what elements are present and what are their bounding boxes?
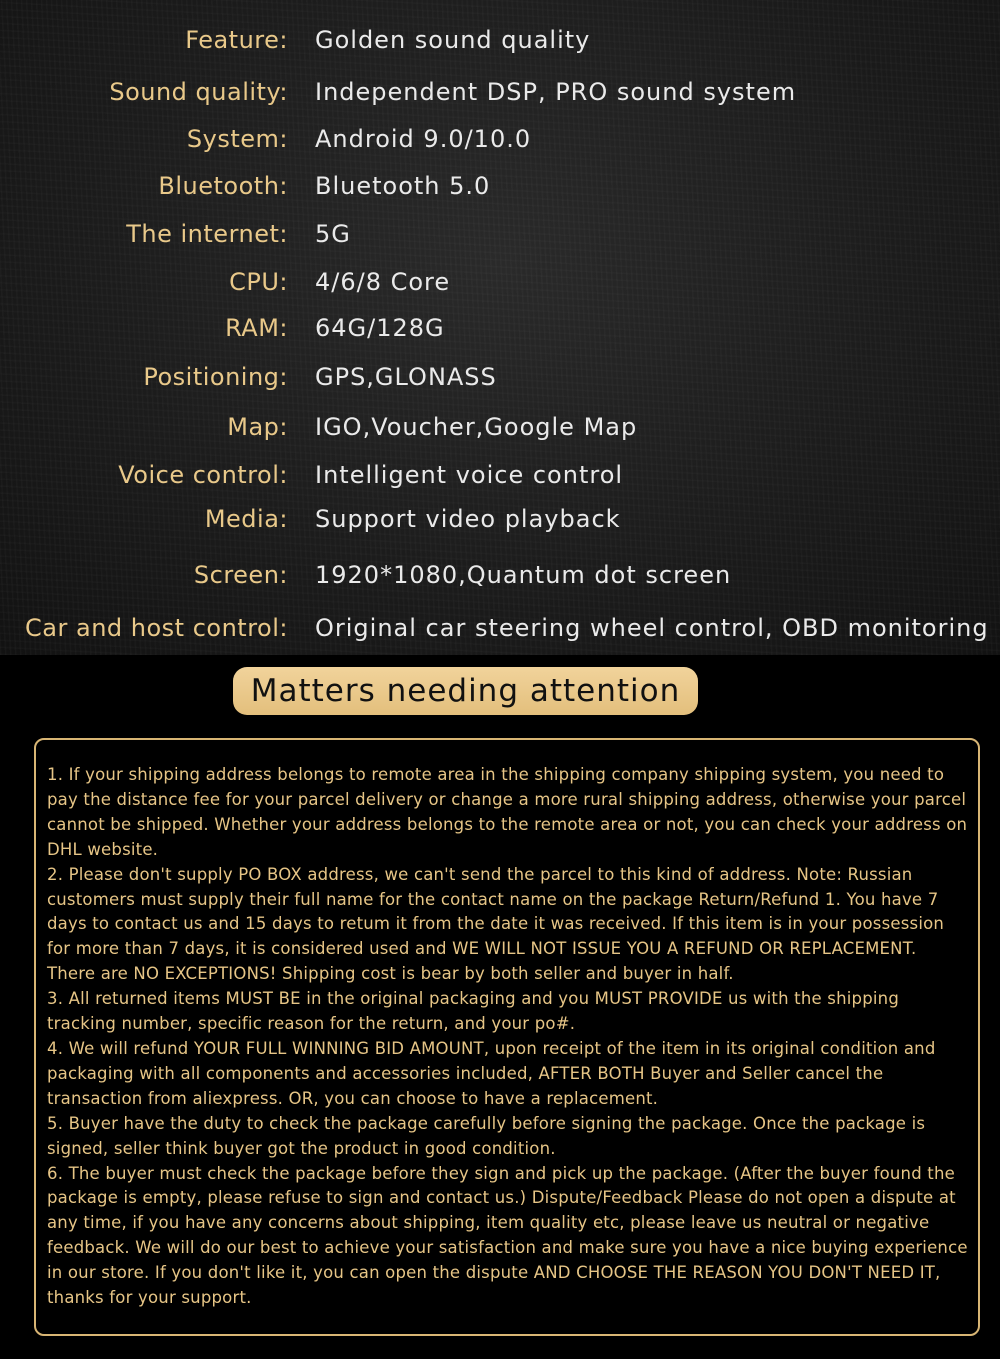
spec-value: 5G [315, 220, 351, 248]
spec-row-internet [0, 217, 1000, 251]
spec-row-cpu [0, 265, 1000, 299]
spec-label: Sound quality: [109, 78, 288, 106]
spec-value: Independent DSP, PRO sound system [315, 78, 797, 106]
spec-label: CPU: [229, 268, 288, 296]
spec-row-feature [0, 23, 1000, 57]
spec-section [0, 0, 1000, 655]
spec-row-system [0, 122, 1000, 156]
spec-label: Media: [204, 505, 288, 533]
spec-label: Feature: [185, 26, 288, 54]
notice-section [0, 655, 1000, 1359]
spec-value: Support video playback [315, 505, 621, 533]
spec-label: Screen: [193, 561, 288, 589]
spec-row-screen [0, 558, 1000, 592]
spec-label: Bluetooth: [158, 172, 288, 200]
spec-row-media [0, 502, 1000, 536]
spec-label: Car and host control: [25, 614, 288, 642]
spec-label: RAM: [225, 314, 288, 342]
spec-value: 1920*1080,Quantum dot screen [315, 561, 732, 589]
spec-label: Map: [227, 413, 288, 441]
spec-value: GPS,GLONASS [315, 363, 497, 391]
spec-row-map [0, 410, 1000, 444]
spec-label: System: [186, 125, 288, 153]
notice-item: 6. The buyer must check the package before they sign and pick up the package. (After the buyer found the package is empty, please refuse to sign and contact us.) Dispute/Feedback Please do not open a dispute at any time, if you have any concerns about shipping, item quality etc, please leave us neutral or negative feedback. We will do our best to achieve your satisfaction and make sure you have a nice buying experience in our store. If you don't like it, you can open the dispute AND CHOOSE THE REASON YOU DON'T NEED IT, thanks for your support. [47, 1163, 968, 1308]
spec-row-ram [0, 311, 1000, 345]
notice-item: 1. If your shipping address belongs to remote area in the shipping company shipping system, you need to pay the distance fee for your parcel delivery or change a more rural shipping address, otherwise your parcel cannot be shipped. Whether your address belongs to the remote area or not, you can check your address on DHL website. [47, 765, 968, 859]
notice-item: 5. Buyer have the duty to check the package carefully before signing the package. Once the package is signed, seller think buyer got the product in good condition. [47, 1113, 926, 1158]
spec-value: IGO,Voucher,Google Map [315, 413, 638, 441]
spec-row-car-host-control [0, 611, 1000, 645]
spec-value: Original car steering wheel control, OBD monitoring [315, 614, 989, 642]
spec-row-voice-control [0, 458, 1000, 492]
notice-item: 2. Please don't supply PO BOX address, we can't send the parcel to this kind of address. Note: Russian customers must supply their full name for the contact name on the package Return/Refund 1. You have 7 days to contact us and 15 days to retum it from the date it was received. If this item is in your possession for more than 7 days, it is considered used and WE WILL NOT ISSUE YOU A REFUND OR REPLACEMENT. There are NO EXCEPTIONS! Shipping cost is bear by both seller and buyer in half. [47, 864, 945, 984]
spec-value: Intelligent voice control [315, 461, 624, 489]
notice-item: 3. All returned items MUST BE in the original packaging and you MUST PROVIDE us with the shipping tracking number, specific reason for the return, and your po#. [47, 989, 899, 1034]
spec-label: Positioning: [143, 363, 288, 391]
spec-row-positioning [0, 360, 1000, 394]
notice-text [47, 763, 969, 1311]
spec-value: 4/6/8 Core [315, 268, 451, 296]
notice-box [34, 738, 980, 1336]
spec-row-bluetooth [0, 169, 1000, 203]
spec-label: Voice control: [118, 461, 288, 489]
spec-value: Android 9.0/10.0 [315, 125, 532, 153]
spec-value: 64G/128G [315, 314, 445, 342]
spec-value: Bluetooth 5.0 [315, 172, 491, 200]
spec-label: The internet: [126, 220, 288, 248]
notice-title: Matters needing attention [233, 667, 698, 715]
spec-value: Golden sound quality [315, 26, 591, 54]
notice-item: 4. We will refund YOUR FULL WINNING BID AMOUNT, upon receipt of the item in its original condition and packaging with all components and accessories included, AFTER BOTH Buyer and Seller cancel the transaction from aliexpress. OR, you can choose to have a replacement. [47, 1038, 936, 1108]
spec-row-sound-quality [0, 75, 1000, 109]
